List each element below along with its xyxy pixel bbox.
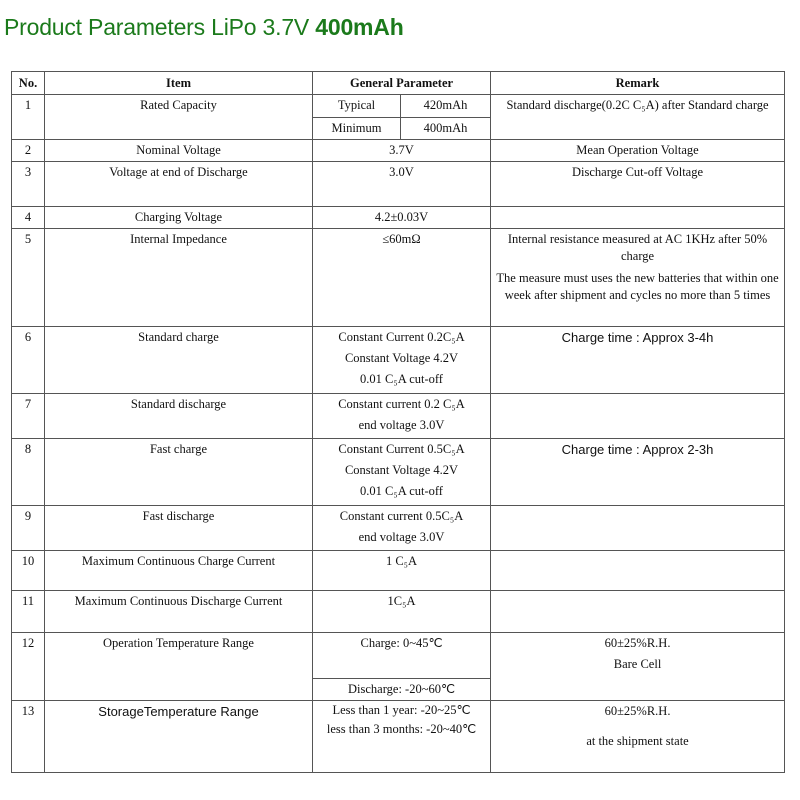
minimum-value: 400mAh bbox=[401, 118, 491, 140]
row-no: 7 bbox=[12, 394, 45, 439]
row-no: 11 bbox=[12, 591, 45, 633]
row-item: Charging Voltage bbox=[45, 207, 313, 229]
row-item: Fast discharge bbox=[45, 506, 313, 551]
row-param: 3.7V bbox=[313, 140, 491, 162]
row-no: 10 bbox=[12, 551, 45, 591]
row-param: 1C₅A bbox=[313, 591, 491, 633]
remark-line: 60±25%R.H. bbox=[604, 704, 671, 718]
table-row bbox=[12, 95, 785, 118]
row-item: Nominal Voltage bbox=[45, 140, 313, 162]
table-row bbox=[12, 162, 785, 207]
row-item: StorageTemperature Range bbox=[45, 701, 313, 773]
row-item: Standard discharge bbox=[45, 394, 313, 439]
remark-line: at the shipment state bbox=[586, 734, 689, 748]
header-param: General Parameter bbox=[313, 72, 491, 95]
header-item: Item bbox=[45, 72, 313, 95]
row-no: 8 bbox=[12, 439, 45, 506]
param-line: Less than 1 year: -20~25℃ bbox=[332, 703, 471, 717]
row-no: 6 bbox=[12, 327, 45, 394]
row-no: 9 bbox=[12, 506, 45, 551]
table-row bbox=[12, 633, 785, 679]
title-text: Product Parameters LiPo 3.7V bbox=[4, 14, 310, 40]
row-item: Maximum Continuous Charge Current bbox=[45, 551, 313, 591]
remark-line: Internal resistance measured at AC 1KHz after 50% charge bbox=[507, 232, 768, 263]
row-item: Voltage at end of Discharge bbox=[45, 162, 313, 207]
row-remark: Standard discharge(0.2C C₅A) after Standard charge bbox=[491, 95, 785, 140]
row-param: 3.0V bbox=[313, 162, 491, 207]
row-remark bbox=[491, 591, 785, 633]
row-no: 5 bbox=[12, 229, 45, 327]
table-row bbox=[12, 207, 785, 229]
param-line: less than 3 months: -20~40℃ bbox=[326, 722, 477, 736]
title-capacity: 400mAh bbox=[315, 14, 404, 40]
remark-line: Bare Cell bbox=[613, 657, 662, 671]
row-param: ≤60mΩ bbox=[313, 229, 491, 327]
table-row bbox=[12, 140, 785, 162]
param-line: Constant current 0.2 C₅A bbox=[338, 397, 465, 411]
param-line: Constant Voltage 4.2V bbox=[344, 351, 459, 365]
header-no: No. bbox=[12, 72, 45, 95]
param-line: end voltage 3.0V bbox=[358, 418, 445, 432]
row-item: Standard charge bbox=[45, 327, 313, 394]
param-line: Constant current 0.5C₅A bbox=[339, 509, 464, 523]
typical-value: 420mAh bbox=[401, 95, 491, 118]
row-remark bbox=[491, 633, 785, 701]
table-row bbox=[12, 701, 785, 773]
table-row bbox=[12, 394, 785, 439]
row-no: 2 bbox=[12, 140, 45, 162]
row-no: 4 bbox=[12, 207, 45, 229]
table-row bbox=[12, 439, 785, 506]
row-item: Fast charge bbox=[45, 439, 313, 506]
parameter-table bbox=[11, 71, 785, 773]
table-row bbox=[12, 551, 785, 591]
row-no: 12 bbox=[12, 633, 45, 701]
row-no: 13 bbox=[12, 701, 45, 773]
param-line: 0.01 C₅A cut-off bbox=[360, 484, 443, 498]
row-remark: Mean Operation Voltage bbox=[491, 140, 785, 162]
table-row bbox=[12, 229, 785, 327]
row-param: Discharge: -20~60℃ bbox=[313, 679, 491, 701]
row-item: Internal Impedance bbox=[45, 229, 313, 327]
row-param bbox=[313, 327, 491, 394]
row-item: Maximum Continuous Discharge Current bbox=[45, 591, 313, 633]
param-line: 0.01 C₅A cut-off bbox=[360, 372, 443, 386]
row-remark bbox=[491, 229, 785, 327]
remark-line: The measure must uses the new batteries that within one week after shipment and cycles no more than 5 times bbox=[496, 271, 779, 302]
table-row bbox=[12, 506, 785, 551]
header-remark: Remark bbox=[491, 72, 785, 95]
row-remark bbox=[491, 701, 785, 773]
page-title bbox=[4, 14, 404, 41]
typical-label: Typical bbox=[313, 95, 401, 118]
param-line: Constant Voltage 4.2V bbox=[344, 463, 459, 477]
row-remark bbox=[491, 506, 785, 551]
row-remark bbox=[491, 207, 785, 229]
row-param bbox=[313, 701, 491, 773]
minimum-label: Minimum bbox=[313, 118, 401, 140]
param-line: Constant Current 0.2C₅A bbox=[338, 330, 465, 344]
row-remark: Charge time : Approx 2-3h bbox=[491, 439, 785, 506]
table-row bbox=[12, 327, 785, 394]
table-row bbox=[12, 591, 785, 633]
row-item: Operation Temperature Range bbox=[45, 633, 313, 701]
param-line: end voltage 3.0V bbox=[358, 530, 445, 544]
row-remark bbox=[491, 551, 785, 591]
remark-line: 60±25%R.H. bbox=[604, 636, 671, 650]
row-remark: Charge time : Approx 3-4h bbox=[491, 327, 785, 394]
row-item: Rated Capacity bbox=[45, 95, 313, 140]
row-no: 1 bbox=[12, 95, 45, 140]
row-param bbox=[313, 506, 491, 551]
row-param bbox=[313, 394, 491, 439]
row-remark bbox=[491, 394, 785, 439]
row-param bbox=[313, 439, 491, 506]
row-param: 1 C₅A bbox=[313, 551, 491, 591]
row-no: 3 bbox=[12, 162, 45, 207]
row-param: 4.2±0.03V bbox=[313, 207, 491, 229]
param-line: Constant Current 0.5C₅A bbox=[338, 442, 465, 456]
row-remark: Discharge Cut-off Voltage bbox=[491, 162, 785, 207]
row-param: Charge: 0~45℃ bbox=[313, 633, 491, 679]
table-header-row bbox=[12, 72, 785, 95]
